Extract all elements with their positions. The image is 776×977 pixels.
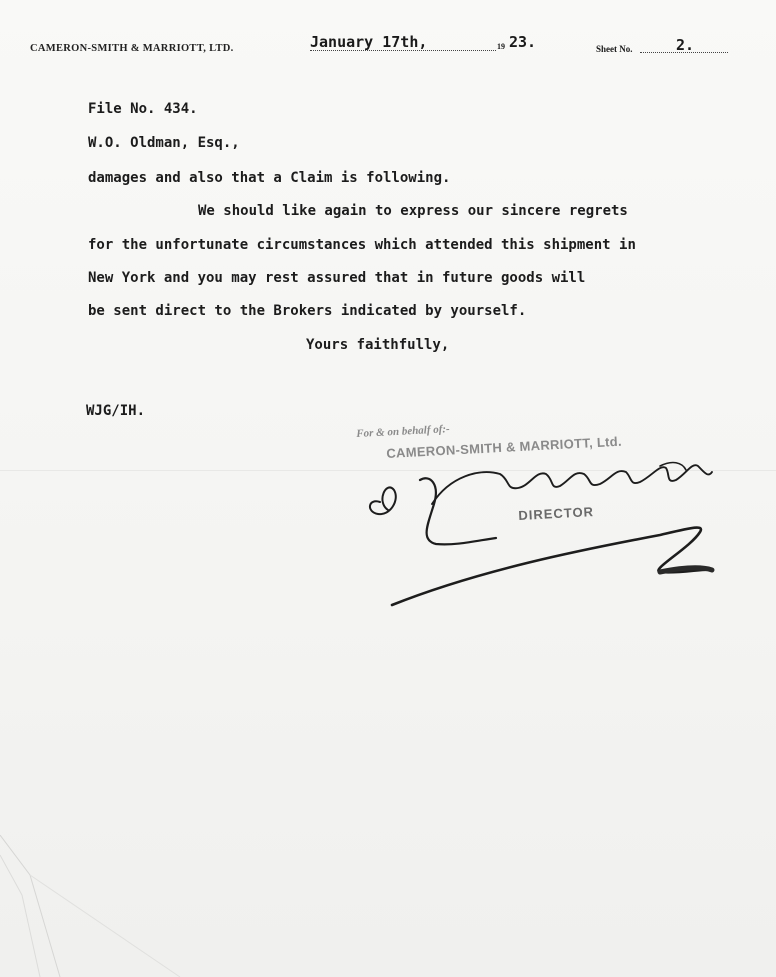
file-reference: File No. 434. xyxy=(88,101,198,117)
paper-corner-crease xyxy=(0,835,200,977)
body-line: We should like again to express our sincere regrets xyxy=(198,203,628,219)
body-line: for the unfortunate circumstances which attended this shipment in xyxy=(88,237,636,253)
date-year: 23. xyxy=(509,33,537,51)
stamp-director: DIRECTOR xyxy=(518,504,595,523)
sheet-number: 2. xyxy=(676,36,695,54)
signature xyxy=(360,440,740,620)
body-line: New York and you may rest assured that in future goods will xyxy=(88,270,586,286)
date-text: January 17th, xyxy=(310,33,428,51)
date-field xyxy=(310,33,537,55)
stamp-on-behalf: For & on behalf of:- xyxy=(356,423,450,440)
stamp-company: CAMERON-SMITH & MARRIOTT, Ltd. xyxy=(386,433,623,461)
date-century: 19 xyxy=(497,42,505,51)
body-line: damages and also that a Claim is following. xyxy=(88,170,451,186)
body-line: be sent direct to the Brokers indicated by yourself. xyxy=(88,303,527,319)
sheet-number-field xyxy=(596,36,736,56)
addressee: W.O. Oldman, Esq., xyxy=(88,135,240,151)
closing: Yours faithfully, xyxy=(306,337,450,353)
sheet-label: Sheet No. xyxy=(596,44,633,54)
typist-reference: WJG/IH. xyxy=(86,403,146,419)
letterhead-company: CAMERON-SMITH & MARRIOTT, LTD. xyxy=(30,43,234,54)
date-dotted-line xyxy=(310,50,496,51)
